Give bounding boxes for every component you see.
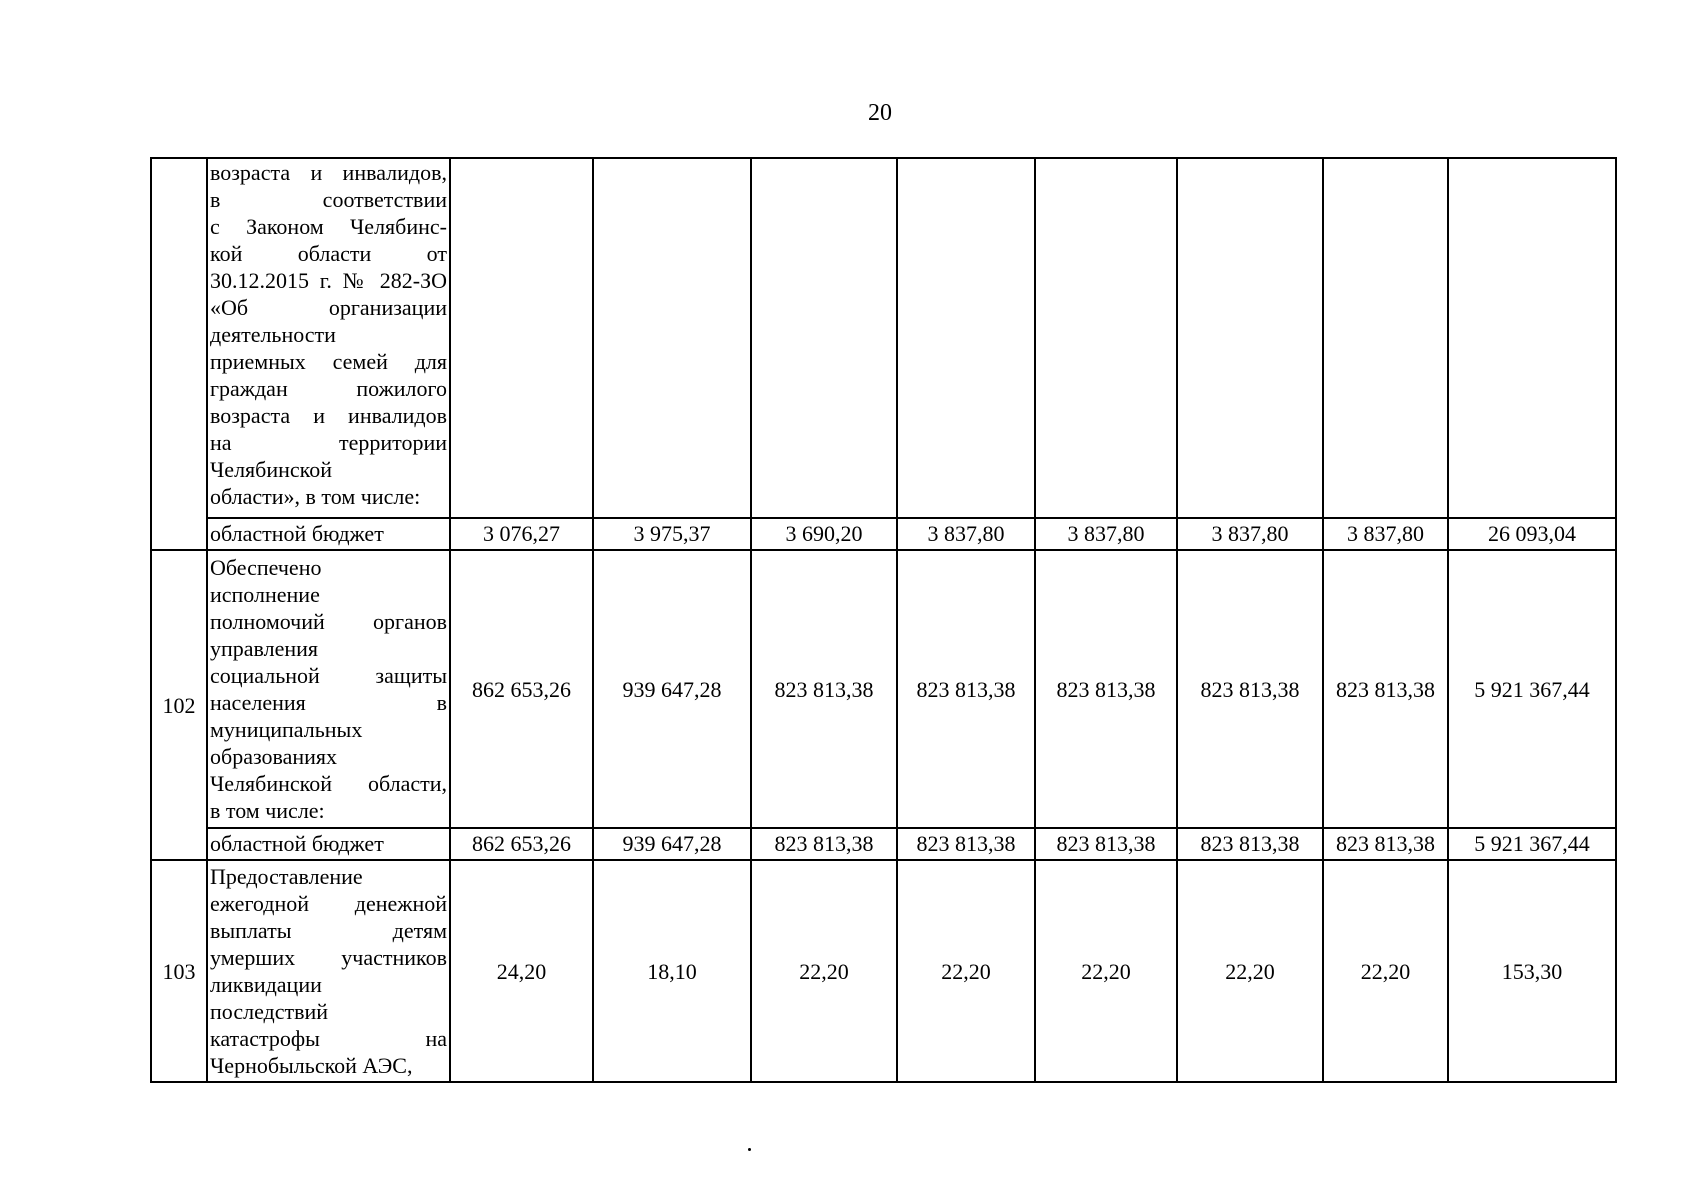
description-line: управления <box>210 636 319 661</box>
value-cell: 18,10 <box>593 860 751 1082</box>
budget-value-cell: 823 813,38 <box>751 828 897 860</box>
budget-value-cell: 823 813,38 <box>1323 828 1448 860</box>
description-line: образованиях <box>210 744 338 769</box>
row-description <box>207 550 450 828</box>
value-cell: 24,20 <box>450 860 593 1082</box>
description-line: с Законом Челябинс- <box>210 214 447 239</box>
description-line: последствий <box>210 999 329 1024</box>
value-cell <box>751 158 897 518</box>
description-line: кой области от <box>210 241 447 266</box>
description-line: «Об организации <box>210 295 447 320</box>
budget-value-cell: 3 837,80 <box>897 518 1035 550</box>
description-line: Челябинской области, <box>210 771 447 796</box>
table-row-subtotal <box>151 828 1616 860</box>
budget-value-cell: 3 837,80 <box>1177 518 1323 550</box>
table-row <box>151 860 1616 1082</box>
description-line: возраста и инвалидов <box>210 403 447 428</box>
description-line: возраста и инвалидов, <box>210 160 447 185</box>
value-cell: 22,20 <box>751 860 897 1082</box>
value-cell <box>1448 158 1616 518</box>
description-line: умерших участников <box>210 945 447 970</box>
budget-value-cell: 3 690,20 <box>751 518 897 550</box>
value-cell <box>593 158 751 518</box>
value-cell: 22,20 <box>897 860 1035 1082</box>
description-line: в том числе: <box>210 798 325 823</box>
budget-label: областной бюджет <box>207 518 450 550</box>
budget-value-cell: 939 647,28 <box>593 828 751 860</box>
value-cell: 22,20 <box>1035 860 1177 1082</box>
budget-value-cell: 823 813,38 <box>1035 828 1177 860</box>
page-number: 20 <box>868 100 892 126</box>
description-line: муниципальных <box>210 717 363 742</box>
budget-value-cell: 26 093,04 <box>1448 518 1616 550</box>
description-line: полномочий органов <box>210 609 447 634</box>
budget-value-cell: 5 921 367,44 <box>1448 828 1616 860</box>
value-cell <box>1323 158 1448 518</box>
description-line: исполнение <box>210 582 320 607</box>
description-line: граждан пожилого <box>210 376 447 401</box>
description-line: приемных семей для <box>210 349 447 374</box>
budget-value-cell: 3 076,27 <box>450 518 593 550</box>
value-cell: 823 813,38 <box>1177 550 1323 828</box>
value-cell: 862 653,26 <box>450 550 593 828</box>
value-cell <box>1177 158 1323 518</box>
description-line: на территории <box>210 430 447 455</box>
row-number: 102 <box>151 550 207 860</box>
stray-dot <box>748 1148 751 1151</box>
description-line: Чернобыльской АЭС, <box>210 1053 413 1078</box>
description-line: ежегодной денежной <box>210 891 447 916</box>
description-line: области», в том числе: <box>210 484 421 509</box>
description-line: Челябинской <box>210 457 333 482</box>
value-cell: 5 921 367,44 <box>1448 550 1616 828</box>
table-row <box>151 158 1616 518</box>
table-row-subtotal <box>151 518 1616 550</box>
value-cell: 939 647,28 <box>593 550 751 828</box>
row-number: 103 <box>151 860 207 1082</box>
budget-table <box>150 157 1617 1083</box>
description-line: Предоставление <box>210 864 363 889</box>
row-description <box>207 158 450 518</box>
row-number <box>151 158 207 550</box>
budget-label: областной бюджет <box>207 828 450 860</box>
description-line: катастрофы на <box>210 1026 447 1051</box>
value-cell: 823 813,38 <box>897 550 1035 828</box>
description-line: ликвидации <box>210 972 322 997</box>
value-cell: 823 813,38 <box>1035 550 1177 828</box>
value-cell <box>897 158 1035 518</box>
description-line: 30.12.2015 г. № 282-ЗО <box>210 268 447 293</box>
budget-value-cell: 3 837,80 <box>1323 518 1448 550</box>
value-cell: 22,20 <box>1177 860 1323 1082</box>
value-cell <box>1035 158 1177 518</box>
budget-value-cell: 3 975,37 <box>593 518 751 550</box>
value-cell: 823 813,38 <box>751 550 897 828</box>
description-line: деятельности <box>210 322 336 347</box>
budget-value-cell: 823 813,38 <box>897 828 1035 860</box>
description-line: Обеспечено <box>210 555 322 580</box>
row-description <box>207 860 450 1082</box>
budget-value-cell: 823 813,38 <box>1177 828 1323 860</box>
description-line: населения в <box>210 690 447 715</box>
value-cell <box>450 158 593 518</box>
value-cell: 823 813,38 <box>1323 550 1448 828</box>
description-line: в соответствии <box>210 187 447 212</box>
table-row <box>151 550 1616 828</box>
description-line: выплаты детям <box>210 918 447 943</box>
value-cell: 153,30 <box>1448 860 1616 1082</box>
description-line: социальной защиты <box>210 663 447 688</box>
budget-value-cell: 862 653,26 <box>450 828 593 860</box>
value-cell: 22,20 <box>1323 860 1448 1082</box>
budget-value-cell: 3 837,80 <box>1035 518 1177 550</box>
